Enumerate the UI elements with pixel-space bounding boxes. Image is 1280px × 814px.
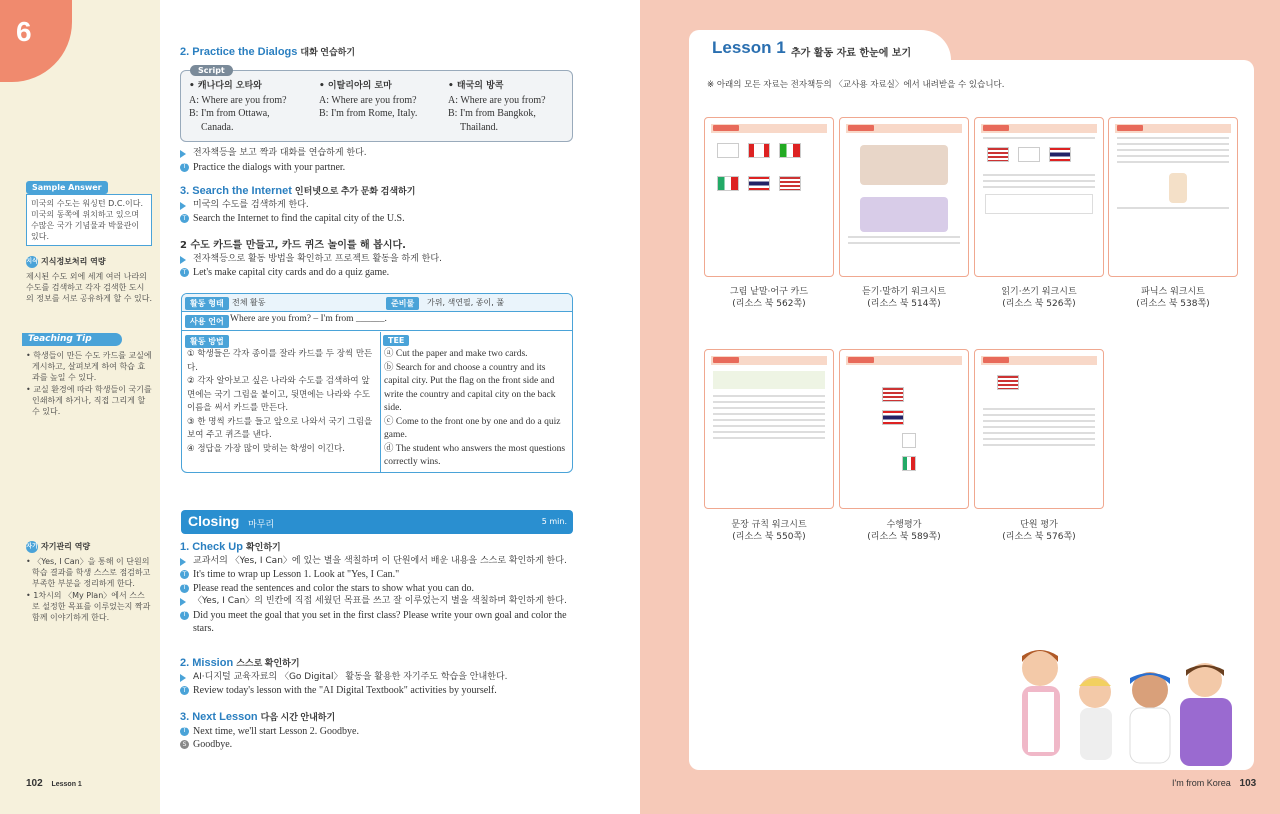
text-line [1117,207,1229,209]
tee-item: ⓐ Cut the paper and make two cards. [384,349,528,359]
search-section [180,185,575,226]
mission-section [180,657,575,698]
teacher-icon: T [180,727,189,736]
dialog-name: • 캐나다의 오타와 [189,81,262,91]
worksheet-header [846,124,962,133]
form-value: 전체 활동 [232,298,266,307]
lang-value: Where are you from? – I'm from ______. [230,314,387,324]
text-line [983,420,1095,422]
teacher-icon: T [180,584,189,593]
teacher-text: Next time, we'll start Lesson 2. Goodbye. [193,725,359,737]
teacher-line [180,568,575,582]
worksheet-header-tag [1117,125,1143,131]
checkup-section [180,541,575,636]
footer-label: I'm from Korea [1172,778,1231,788]
worksheet-name: 수행평가 [886,520,922,530]
cards-title: 2 수도 카드를 만들고, 카드 퀴즈 놀이를 해 봅시다. [180,240,406,251]
instruction-line [180,595,575,609]
text-line [1117,149,1229,151]
worksheet-picture-cards [704,117,834,277]
teacher-text: It's time to wrap up Lesson 1. Look at "Yes, I Can." [193,569,400,580]
competency-info-icon: 지식 [26,256,38,268]
worksheet-header-tag [713,357,739,363]
instruction-line [180,147,575,161]
korea-flag-icon [717,143,739,158]
tee-item: ⓒ Come to the front one by one and do a quiz game. [384,416,561,440]
worksheet-name: 읽기·쓰기 워크시트 [1001,287,1077,297]
competency-self-tag [26,541,90,553]
mission-title-en: 2. Mission [180,657,234,669]
worksheet-caption [974,519,1104,543]
text-line [713,395,825,397]
dialog-b: B: I'm from Ottawa, [189,108,270,119]
mission-title [180,657,575,671]
page-number: 103 [1239,778,1257,789]
worksheet-ref: (리소스 북 550쪽) [732,532,806,542]
teacher-line [180,609,575,636]
korea-flag-icon [1018,147,1040,162]
student-figure-2 [1079,676,1112,760]
triangle-icon [180,598,186,606]
text-line [983,432,1095,434]
closing-title: Closing [188,513,240,529]
practice-heading [180,46,575,61]
canada-flag-icon [748,143,770,158]
dialog-name: • 이탈리아의 로마 [319,81,392,91]
usa-flag-icon [997,375,1019,390]
text-line [713,413,825,415]
student-figure-4 [1180,663,1232,766]
prep-label: 준비물 [386,297,419,310]
dialog-b: B: I'm from Rome, Italy. [319,108,418,119]
next-lesson-title-kr: 다음 시간 안내하기 [260,712,336,722]
worksheet-header [981,124,1097,133]
method-item: ④ 정답을 가장 많이 맞히는 학생이 이긴다. [187,443,345,454]
students-illustration [1000,640,1250,770]
writing-box [985,194,1093,214]
korea-flag-icon [902,433,916,448]
activity-form-row [182,294,572,312]
student-figure-3 [1130,672,1170,763]
text-line [1117,155,1229,157]
worksheet-header-tag [713,125,739,131]
instruction-text: 교과서의 〈Yes, I Can〉에 있는 별을 색칠하며 이 단원에서 배운 내용을 스스로 확인하게 한다. [193,555,567,566]
chapter-number: 6 [16,16,32,47]
flag-column [840,365,968,497]
worksheet-caption [704,286,834,310]
competency-info-box [26,255,152,304]
worksheet-name: 듣기·말하기 워크시트 [862,287,946,297]
dialog-a: A: Where are you from? [189,94,287,106]
competency-self-list [26,556,152,623]
student-line [180,738,575,752]
sample-answer-box [26,181,152,246]
sample-answer-text: 미국의 수도는 워싱턴 D.C.이다. 미국의 동쪽에 위치하고 있으며 수많은 국가 기념물과 박물관이 있다. [26,194,152,246]
competency-info-text: 제시된 수도 외에 세계 여러 나라의 수도를 검색하고 각자 검색한 도시의 정보를 서로 공유하게 할 수 있다. [26,271,152,303]
worksheet-caption [839,286,969,310]
practice-title-kr: 대화 연습하기 [300,47,356,57]
checkup-title-kr: 확인하기 [245,542,281,552]
worksheet-header-tag [848,125,874,131]
student-figure-1 [1022,650,1060,756]
dialog-italy [319,80,447,121]
worksheet-header [846,356,962,365]
teacher-text: Review today's lesson with the "AI Digital Textbook" activities by yourself. [193,685,497,696]
worksheet-ref: (리소스 북 562쪽) [732,299,806,309]
worksheet-header-tag [983,357,1009,363]
activity-box [181,293,573,473]
worksheet-reading [974,117,1104,277]
worksheet-ref: (리소스 북 514쪽) [867,299,941,309]
instruction-line [180,555,575,569]
instruction-text: 미국의 수도를 검색하게 한다. [193,199,309,210]
worksheet-sentence [704,349,834,509]
teacher-text: Search the Internet to find the capital city of the U.S. [193,213,405,224]
instruction-line [180,253,575,267]
page-label: Lesson 1 [51,781,82,788]
worksheet-phonics [1108,117,1238,277]
flag-column [975,365,1103,404]
closing-bar [181,510,573,534]
thailand-flag-icon [1049,147,1071,162]
worksheet-name: 문장 규칙 워크시트 [731,520,807,530]
page-number-right [1172,778,1256,789]
worksheet-name: 파닉스 워크시트 [1141,287,1205,297]
method-item: ① 학생들은 각자 종이를 잘라 카드를 두 장씩 만든다. [187,349,373,373]
tee-item: ⓓ The student who answers the most questions correctly wins. [384,443,566,467]
teacher-line [180,725,575,739]
resources-tab [689,30,951,70]
teaching-tip-item: • 교실 환경에 따라 학생들이 국기를 인쇄하게 하거나, 직접 그리게 할 수 있다. [26,385,152,416]
text-line [983,174,1095,176]
dialog-name: • 태국의 방콕 [448,81,504,91]
competency-self-item: • 1차시의 〈My Plan〉에서 스스로 설정한 목표를 이루었는지 짝과 함께 이야기하게 한다. [26,590,151,622]
tee-label: TEE [383,335,409,346]
activity-lang-row [182,312,572,331]
thailand-flag-icon [882,410,904,425]
text-line [983,186,1095,188]
teacher-icon: T [180,268,189,277]
text-line [1117,161,1229,163]
lesson-label: Lesson 1 [712,38,786,57]
next-lesson-section [180,711,575,752]
flag-grid [975,143,1103,170]
worksheet-unit-test [974,349,1104,509]
tee-list [384,348,571,470]
practice-title-en: 2. Practice the Dialogs [180,46,298,58]
next-lesson-title [180,711,575,725]
teaching-tip-item: • 학생들이 만든 수도 카드를 교실에 게시하고, 살펴보게 하여 학습 효과를 높일 수 있다. [26,351,152,382]
instruction-text: 전자책등을 보고 짝과 대화를 연습하게 한다. [193,148,367,158]
competency-info-label: 지식정보처리 역량 [41,257,106,266]
text-line [983,408,1095,410]
teacher-line [180,582,575,596]
dialog-a: A: Where are you from? [319,94,417,106]
dialog-a: A: Where are you from? [448,94,546,106]
text-line [983,438,1095,440]
text-line [983,426,1095,428]
worksheet-header-tag [848,357,874,363]
worksheet-header [981,356,1097,365]
teacher-text: Practice the dialogs with your partner. [193,161,346,173]
search-title-kr: 인터넷으로 추가 문화 검색하기 [294,186,416,196]
dialog-b: B: I'm from Bangkok, [448,108,536,119]
instruction-text: 〈Yes, I Can〉의 빈칸에 직접 세웠던 목표를 쓰고 잘 이루었는지 별을 색칠하며 확인하게 한다. [193,596,567,606]
teacher-line [180,684,575,698]
instruction-line [180,671,575,685]
teacher-line [180,212,575,226]
text-line [848,242,960,244]
prep-value: 가위, 색연필, 종이, 풀 [427,298,505,307]
flag-grid [705,133,833,205]
teacher-icon: T [180,611,189,620]
text-line [1117,143,1229,145]
competency-self-label: 자기관리 역량 [41,542,91,551]
checkup-title [180,541,575,555]
dialog-b2: Canada. [201,121,234,133]
worksheet-name: 단원 평가 [1020,520,1058,530]
competency-self-icon: 자기 [26,541,38,553]
worksheet-caption [704,519,834,543]
text-line [713,425,825,427]
mexico-flag-icon [902,456,916,471]
teaching-tip-box [22,333,152,418]
closing-title-kr: 마무리 [248,520,275,530]
text-line [713,407,825,409]
worksheet-name: 그림 낱말·어구 카드 [729,287,809,297]
search-title-en: 3. Search the Internet [180,185,292,197]
method-item: ③ 한 명씩 카드를 들고 앞으로 나와서 국기 그림을 보여 주고 퀴즈를 낸다. [187,416,373,440]
text-line [983,414,1095,416]
triangle-icon [180,674,186,682]
sample-answer-tag: Sample Answer [26,181,108,194]
mexico-flag-icon [717,176,739,191]
teacher-icon: T [180,686,189,695]
lang-label: 사용 언어 [185,315,229,328]
worksheet-performance [839,349,969,509]
practice-lines [180,147,575,174]
dialog-thailand [448,80,576,134]
usa-flag-icon [779,176,801,191]
competency-info-tag [26,256,106,268]
student-icon: S [180,740,189,749]
triangle-icon [180,558,186,566]
next-lesson-title-en: 3. Next Lesson [180,711,258,723]
instruction-line [180,199,575,213]
page-number-left [26,778,82,789]
text-line [713,431,825,433]
text-line [713,401,825,403]
triangle-icon [180,256,186,264]
cards-section [180,239,575,280]
teacher-line [180,266,575,280]
text-line [983,137,1095,139]
illustration [1169,173,1187,203]
teaching-tip-list [22,350,152,417]
worksheet-header-tag [983,125,1009,131]
instruction-text: 전자책등으로 활동 방법을 확인하고 프로젝트 활동을 하게 한다. [193,253,442,264]
usa-flag-icon [987,147,1009,162]
teacher-line [180,161,575,175]
teacher-icon: T [180,214,189,223]
dialog-canada [189,80,317,134]
teacher-text: Did you meet the goal that you set in the first class? Please write your own goal and color the stars. [193,609,567,634]
checkup-title-en: 1. Check Up [180,541,243,553]
text-line [713,437,825,439]
dialog-b2: Thailand. [460,121,499,133]
triangle-icon [180,150,186,158]
worksheet-caption [839,519,969,543]
practice-title [180,46,355,58]
teacher-text: Let's make capital city cards and do a quiz game. [193,267,390,278]
worksheet-ref: (리소스 북 526쪽) [1002,299,1076,309]
resources-title: 추가 활동 자료 한눈에 보기 [791,48,912,59]
mission-title-kr: 스스로 확인하기 [236,658,300,668]
page-number: 102 [26,778,43,789]
instruction-text: AI·디지털 교육자료의 〈Go Digital〉 활동을 활용한 자기주도 학습을 안내한다. [193,671,508,682]
download-note: ※ 아래의 모든 자료는 전자책등의 〈교사용 자료실〉에서 내려받을 수 있습니다. [707,80,1005,90]
text-line [1117,137,1229,139]
competency-self-box [26,540,152,624]
triangle-icon [180,202,186,210]
worksheet-header [711,356,827,365]
tee-item: ⓑ Search for and choose a country and its capital city. Put the flag on the front side and write the country and capital city on the back side. [384,362,556,413]
method-list [187,348,375,456]
form-label: 활동 형태 [185,297,229,310]
search-title [180,185,575,199]
worksheet-caption [1108,286,1238,310]
script-tag: Script [190,65,233,76]
illustration [860,197,948,232]
method-item: ② 각자 알아보고 싶은 나라와 수도를 검색하여 앞면에는 국기 그림을 붙이고, 뒷면에는 나라와 수도 이름을 써서 카드를 만든다. [187,376,371,413]
closing-time: 5 min. [541,517,567,526]
worksheet-header [711,124,827,133]
teaching-tip-tag: Teaching Tip [22,333,122,346]
text-line [983,180,1095,182]
worksheet-ref: (리소스 북 576쪽) [1002,532,1076,542]
text-line [983,444,1095,446]
column-divider [380,332,381,472]
usa-flag-icon [882,387,904,402]
worksheet-header [1115,124,1231,133]
worksheet-caption [974,286,1104,310]
text-line [713,419,825,421]
thailand-flag-icon [748,176,770,191]
illustration [860,145,948,185]
competency-self-item: • 〈Yes, I Can〉을 통해 이 단원의 학습 결과를 학생 스스로 점검하고 부족한 부분을 정리하게 한다. [26,556,151,588]
text-line [848,236,960,238]
italy-flag-icon [779,143,801,158]
teacher-text: Please read the sentences and color the stars to show what you can do. [193,582,475,594]
worksheet-listening [839,117,969,277]
method-label: 활동 방법 [185,335,229,348]
student-text: Goodbye. [193,739,233,750]
table-block [713,371,825,389]
teacher-icon: T [180,570,189,579]
worksheet-ref: (리소스 북 589쪽) [867,532,941,542]
teacher-icon: T [180,163,189,172]
worksheet-ref: (리소스 북 538쪽) [1136,299,1210,309]
